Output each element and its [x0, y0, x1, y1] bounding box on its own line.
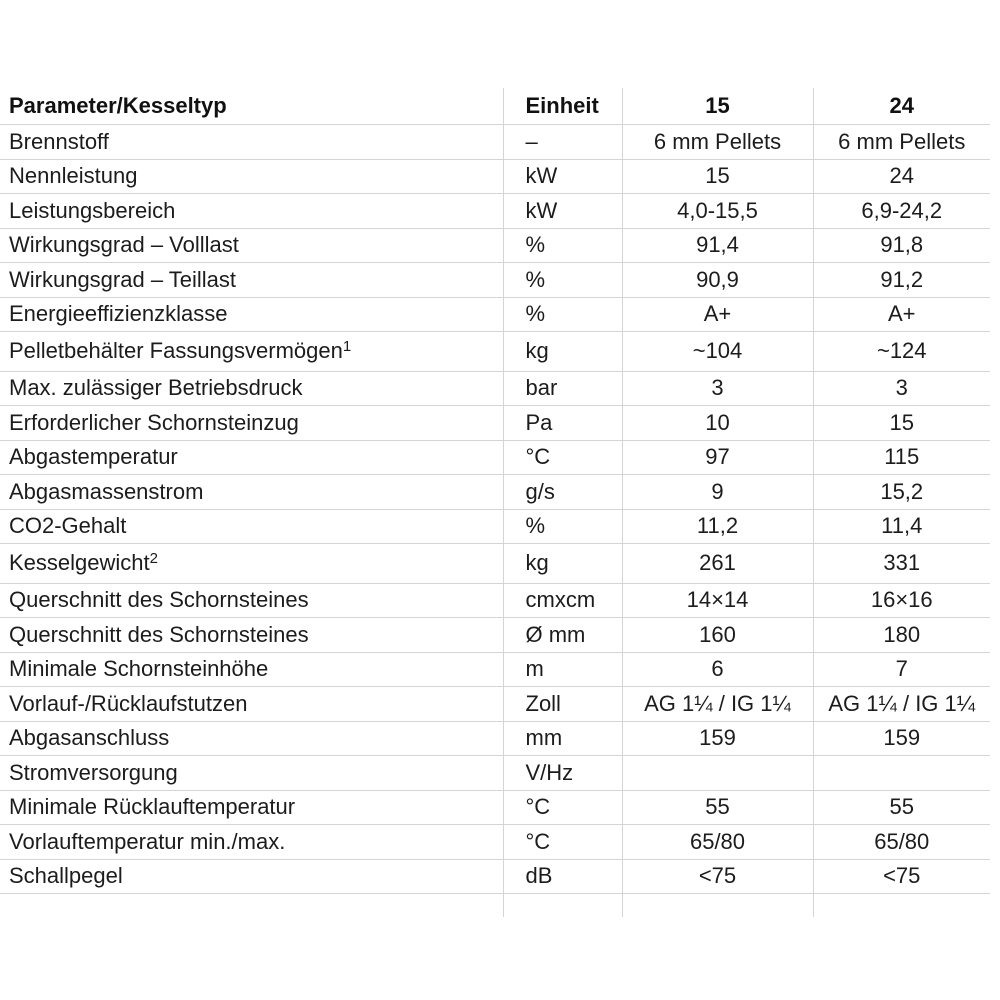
value-cell-24	[813, 756, 990, 791]
param-cell: Minimale Rücklauftemperatur	[0, 790, 503, 825]
value-cell-15: A+	[622, 297, 813, 332]
unit-cell: kg	[503, 332, 622, 372]
param-cell: Minimale Schornsteinhöhe	[0, 652, 503, 687]
value-cell-24: 159	[813, 721, 990, 756]
value-cell-24: 7	[813, 652, 990, 687]
param-cell: Stromversorgung	[0, 756, 503, 791]
spec-table-stub	[0, 894, 990, 917]
unit-cell: mm	[503, 721, 622, 756]
spec-table	[0, 88, 990, 917]
value-cell-24: AG 1¼ / IG 1¼	[813, 687, 990, 722]
unit-cell: °C	[503, 790, 622, 825]
stub-cell	[813, 894, 990, 917]
value-cell-15: 90,9	[622, 263, 813, 298]
stub-cell	[622, 894, 813, 917]
value-cell-24: 24	[813, 159, 990, 194]
value-cell-24: A+	[813, 297, 990, 332]
param-cell: Abgastemperatur	[0, 440, 503, 475]
stub-cell	[503, 894, 622, 917]
value-cell-24: 331	[813, 544, 990, 584]
value-cell-24: 115	[813, 440, 990, 475]
unit-cell: kW	[503, 194, 622, 229]
header-row	[0, 88, 990, 125]
unit-cell: m	[503, 652, 622, 687]
value-cell-15: 14×14	[622, 583, 813, 618]
header-model-15: 15	[622, 88, 813, 125]
param-cell: Pelletbehälter Fassungsvermögen$^1$	[0, 332, 503, 372]
table-row	[0, 652, 990, 687]
param-cell: CO2-Gehalt	[0, 509, 503, 544]
value-cell-24: 15,2	[813, 475, 990, 510]
param-cell: Erforderlicher Schornsteinzug	[0, 406, 503, 441]
value-cell-24: 3	[813, 371, 990, 406]
value-cell-24: 16×16	[813, 583, 990, 618]
table-row	[0, 475, 990, 510]
value-cell-15: ~104	[622, 332, 813, 372]
value-cell-24: 15	[813, 406, 990, 441]
unit-cell: kg	[503, 544, 622, 584]
table-row	[0, 332, 990, 372]
value-cell-15: 65/80	[622, 825, 813, 860]
value-cell-24: 65/80	[813, 825, 990, 860]
table-row	[0, 687, 990, 722]
table-row	[0, 756, 990, 791]
table-row	[0, 859, 990, 894]
unit-cell: kW	[503, 159, 622, 194]
table-row	[0, 194, 990, 229]
table-row	[0, 509, 990, 544]
param-cell: Vorlauf-/Rücklaufstutzen	[0, 687, 503, 722]
footnote-marker: 2	[149, 550, 158, 568]
param-cell: Brennstoff	[0, 125, 503, 160]
table-row	[0, 618, 990, 653]
header-einheit: Einheit	[503, 88, 622, 125]
value-cell-15: 91,4	[622, 228, 813, 263]
table-row	[0, 583, 990, 618]
table-row	[0, 228, 990, 263]
param-cell: Wirkungsgrad – Teillast	[0, 263, 503, 298]
value-cell-15: 6	[622, 652, 813, 687]
value-cell-15: <75	[622, 859, 813, 894]
value-cell-24: ~124	[813, 332, 990, 372]
footnote-marker: 1	[342, 338, 352, 356]
unit-cell: °C	[503, 825, 622, 860]
unit-cell: Ø mm	[503, 618, 622, 653]
unit-cell: V/Hz	[503, 756, 622, 791]
unit-cell: Zoll	[503, 687, 622, 722]
header-model-24: 24	[813, 88, 990, 125]
table-row	[0, 371, 990, 406]
value-cell-24: 11,4	[813, 509, 990, 544]
param-cell: Leistungsbereich	[0, 194, 503, 229]
value-cell-24: 91,2	[813, 263, 990, 298]
value-cell-15: 3	[622, 371, 813, 406]
table-row	[0, 297, 990, 332]
table-row	[0, 263, 990, 298]
unit-cell: °C	[503, 440, 622, 475]
table-row	[0, 790, 990, 825]
unit-cell: bar	[503, 371, 622, 406]
table-row	[0, 125, 990, 160]
value-cell-15: AG 1¼ / IG 1¼	[622, 687, 813, 722]
table-row	[0, 544, 990, 584]
param-cell: Energieeffizienzklasse	[0, 297, 503, 332]
unit-cell: Pa	[503, 406, 622, 441]
param-cell: Abgasmassenstrom	[0, 475, 503, 510]
unit-cell: %	[503, 228, 622, 263]
header-parameter: Parameter/Kesseltyp	[0, 88, 503, 125]
param-cell: Abgasanschluss	[0, 721, 503, 756]
param-cell: Nennleistung	[0, 159, 503, 194]
table-row	[0, 721, 990, 756]
unit-cell: g/s	[503, 475, 622, 510]
value-cell-15: 4,0-15,5	[622, 194, 813, 229]
param-cell: Schallpegel	[0, 859, 503, 894]
value-cell-15: 261	[622, 544, 813, 584]
table-row	[0, 825, 990, 860]
value-cell-15: 55	[622, 790, 813, 825]
table-row	[0, 406, 990, 441]
value-cell-24: 6 mm Pellets	[813, 125, 990, 160]
value-cell-15	[622, 756, 813, 791]
value-cell-24: 6,9-24,2	[813, 194, 990, 229]
param-cell: Wirkungsgrad – Volllast	[0, 228, 503, 263]
unit-cell: %	[503, 297, 622, 332]
unit-cell: %	[503, 263, 622, 298]
param-cell: Querschnitt des Schornsteines	[0, 583, 503, 618]
value-cell-15: 97	[622, 440, 813, 475]
value-cell-24: 55	[813, 790, 990, 825]
param-cell: Querschnitt des Schornsteines	[0, 618, 503, 653]
value-cell-15: 10	[622, 406, 813, 441]
param-cell: Vorlauftemperatur min./max.	[0, 825, 503, 860]
stub-row	[0, 894, 990, 917]
table-row	[0, 159, 990, 194]
value-cell-15: 9	[622, 475, 813, 510]
value-cell-15: 160	[622, 618, 813, 653]
stub-cell	[0, 894, 503, 917]
value-cell-24: 180	[813, 618, 990, 653]
value-cell-15: 11,2	[622, 509, 813, 544]
value-cell-24: <75	[813, 859, 990, 894]
value-cell-15: 159	[622, 721, 813, 756]
value-cell-24: 91,8	[813, 228, 990, 263]
value-cell-15: 6 mm Pellets	[622, 125, 813, 160]
unit-cell: dB	[503, 859, 622, 894]
spec-table-body	[0, 125, 990, 894]
table-row	[0, 440, 990, 475]
unit-cell: cmxcm	[503, 583, 622, 618]
param-cell: Kesselgewicht$^2$	[0, 544, 503, 584]
spec-table-header	[0, 88, 990, 125]
unit-cell: –	[503, 125, 622, 160]
param-cell: Max. zulässiger Betriebsdruck	[0, 371, 503, 406]
value-cell-15: 15	[622, 159, 813, 194]
unit-cell: %	[503, 509, 622, 544]
